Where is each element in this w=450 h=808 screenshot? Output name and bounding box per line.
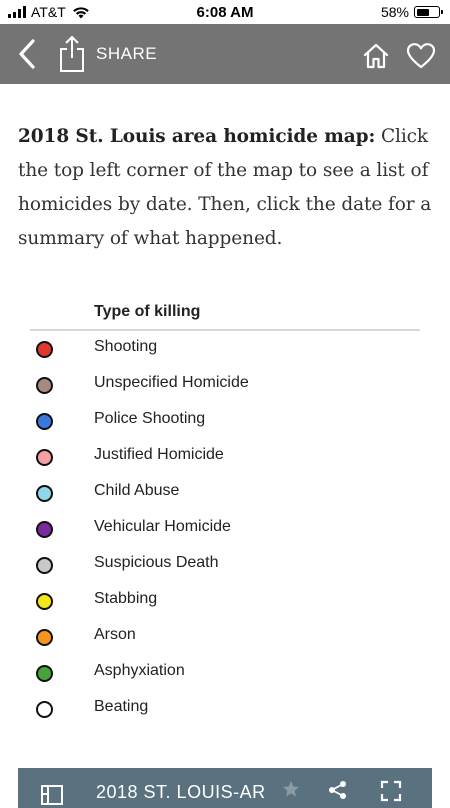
share-button[interactable] [58,34,157,74]
home-button[interactable] [362,42,390,70]
battery-nub [441,10,444,14]
legend-item [30,511,420,547]
article-body: Click the top left corner of the map to see a list of homicides by date. Then, click the date for a summary of what happened. [18,126,432,249]
legend-item-label: Child Abuse [94,482,180,499]
chevron-left-icon [14,38,40,70]
article-headline: 2018 St. Louis area homicide map: [18,126,376,147]
legend-item [30,583,420,619]
map-legend [30,295,420,727]
legend-item [30,475,420,511]
list-panel-icon[interactable] [40,782,64,806]
legend-item-label: Beating [94,698,149,715]
battery-icon [414,6,440,18]
legend-item [30,547,420,583]
legend-item-label: Vehicular Homicide [94,518,231,535]
top-toolbar [0,24,450,84]
legend-item [30,691,420,727]
article-intro [18,120,436,256]
battery-percent: 58% [380,4,409,20]
legend-color-swatch [36,593,53,610]
carrier-label: AT&T [31,4,66,20]
legend-color-swatch [36,557,53,574]
legend-color-swatch [36,521,53,538]
legend-item [30,331,420,367]
legend-color-swatch [36,701,53,718]
star-icon[interactable] [282,780,300,798]
legend-item [30,439,420,475]
legend-color-swatch [36,485,53,502]
legend-color-swatch [36,377,53,394]
legend-color-swatch [36,665,53,682]
home-icon [362,42,390,70]
legend-item-label: Asphyxiation [94,662,185,679]
legend-header: Type of killing [30,295,420,331]
legend-item-label: Arson [94,626,136,643]
legend-color-swatch [36,413,53,430]
favorite-button[interactable] [406,42,436,70]
map-share-icon[interactable] [328,780,348,800]
legend-item [30,655,420,691]
legend-list [30,331,420,727]
map-embed-bar[interactable] [18,768,432,808]
legend-item-label: Shooting [94,338,158,355]
legend-color-swatch [36,629,53,646]
legend-item-label: Stabbing [94,590,158,607]
battery-fill [417,9,429,16]
share-label: SHARE [96,44,158,63]
status-right [381,4,440,20]
status-time: 6:08 AM [196,4,254,21]
legend-item [30,367,420,403]
map-title: 2018 ST. LOUIS-AR [96,782,266,802]
legend-color-swatch [36,449,53,466]
legend-item [30,619,420,655]
fullscreen-icon[interactable] [380,780,402,802]
status-bar [0,0,450,24]
legend-color-swatch [36,341,53,358]
share-icon [58,34,86,74]
legend-item-label: Unspecified Homicide [94,374,249,391]
legend-item [30,403,420,439]
legend-item-label: Suspicious Death [94,554,219,571]
heart-icon [406,42,436,70]
legend-item-label: Justified Homicide [94,446,224,463]
legend-item-label: Police Shooting [94,410,206,427]
back-button[interactable] [14,38,40,70]
